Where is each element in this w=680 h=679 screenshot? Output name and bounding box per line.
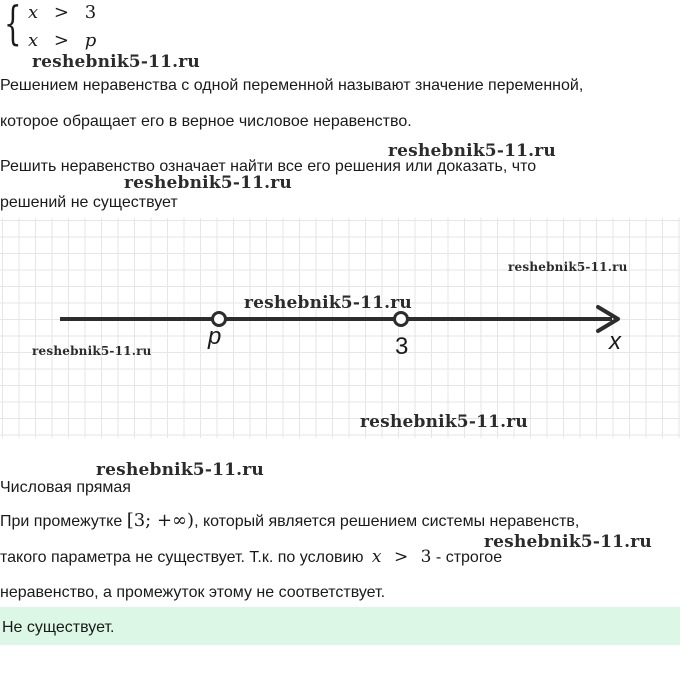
system-line-1-rhs: 3 [84, 2, 97, 23]
watermark: reshebnik5-11.ru [244, 293, 412, 313]
axis-x-label: x [609, 328, 621, 355]
system-line-1 [28, 2, 96, 23]
system-line-2-op: > [53, 30, 69, 51]
system-line-2 [28, 30, 96, 51]
point-3-label: 3 [395, 333, 409, 360]
watermark: reshebnik5-11.ru [32, 52, 200, 72]
watermark: reshebnik5-11.ru [96, 460, 264, 480]
system-brace: { [4, 0, 22, 50]
system-line-1-var: x [28, 2, 39, 23]
answer-box [0, 607, 680, 645]
graph-caption: Числовая прямая [0, 479, 131, 496]
watermark: reshebnik5-11.ru [360, 412, 528, 432]
point-p-label: p [208, 323, 222, 350]
interval-math: [3; +∞) [126, 510, 195, 531]
explanation-line-2-end: - строгое [435, 549, 503, 566]
watermark: reshebnik5-11.ru [388, 141, 556, 161]
explanation-line-1-start: При промежутке [0, 513, 123, 530]
answer-text: Не существует. [2, 619, 115, 636]
system-line-1-op: > [53, 2, 69, 23]
definition-2-line-1: Решить неравенство означает найти все его решения или доказать, что [0, 158, 537, 175]
explanation-line-2-start: такого параметра не существует. Т.к. по условию [0, 549, 364, 566]
condition-var: x [371, 547, 382, 567]
watermark: reshebnik5-11.ru [32, 344, 152, 358]
explanation-line-3: неравенство, а промежуток этому не соответствует. [0, 584, 386, 601]
watermark: reshebnik5-11.ru [508, 260, 628, 274]
definition-1-line-1: Решением неравенства с одной переменной называют значение переменной, [0, 77, 584, 94]
number-line-svg [0, 218, 680, 438]
system-line-2-rhs: p [84, 30, 97, 51]
explanation-line-1 [0, 512, 579, 531]
condition-op: > [393, 547, 409, 567]
point-3-marker [395, 313, 408, 326]
explanation-line-1-end: , который является решением системы неравенств, [194, 513, 580, 530]
number-line-figure [0, 218, 680, 438]
explanation-line-2 [0, 548, 502, 567]
definition-1-line-2: которое обращает его в верное числовое неравенство. [0, 113, 412, 130]
watermark: reshebnik5-11.ru [484, 532, 652, 552]
condition-rhs: 3 [420, 547, 432, 567]
inequality-system [4, 0, 144, 60]
watermark: reshebnik5-11.ru [124, 173, 292, 193]
definition-2-line-2: решений не существует [0, 194, 178, 211]
system-line-2-var: x [28, 30, 39, 51]
